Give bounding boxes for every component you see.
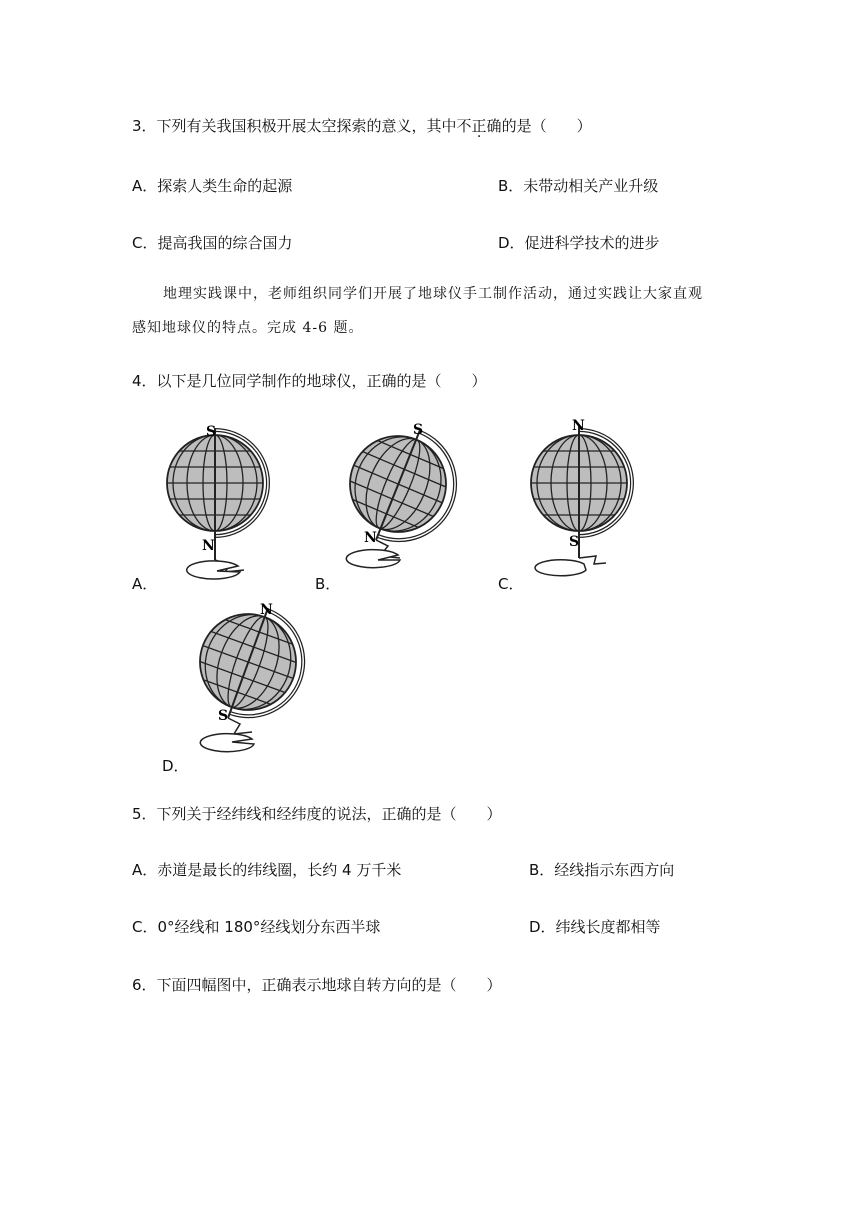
globe-c-illustration[interactable] (526, 418, 646, 583)
globe-c-top-pole: N (572, 418, 585, 434)
passage-line-2: 感知地球仪的特点。完成 4-6 题。 (132, 320, 364, 336)
globe-d-illustration[interactable] (192, 600, 322, 765)
globe-d-top-pole: N (260, 602, 273, 618)
q4-stem: 4．以下是几位同学制作的地球仪，正确的是（ ） (132, 372, 487, 390)
q3-stem-part2: 的是（ ） (501, 117, 592, 135)
globe-b-top-pole: S (413, 422, 424, 438)
q4-label-d[interactable]: D． (162, 757, 189, 775)
q4-label-c[interactable]: C． (498, 575, 524, 593)
globe-b-bottom-pole: N (364, 530, 377, 546)
globe-c-base (535, 560, 586, 576)
q3-option-d[interactable]: D．促进科学技术的进步 (498, 234, 660, 252)
q5-option-d[interactable]: D．纬线长度都相等 (529, 918, 661, 936)
globe-a-top-pole: S (206, 424, 217, 440)
q3-option-b[interactable]: B．未带动相关产业升级 (498, 177, 659, 195)
globe-c-bottom-pole: S (569, 534, 580, 550)
q5-option-c[interactable]: C．0°经线和 180°经线划分东西半球 (132, 918, 381, 936)
globe-d-bottom-pole: S (218, 708, 229, 724)
q3-option-c[interactable]: C．提高我国的综合国力 (132, 234, 293, 252)
q3-stem-part1: 3．下列有关我国积极开展太空探索的意义，其中 (132, 117, 457, 135)
q5-option-a[interactable]: A．赤道是最长的纬线圈，长约 4 万千米 (132, 861, 402, 879)
q4-label-b[interactable]: B． (315, 575, 341, 593)
q3-stem-emphasis: 不正确 (456, 117, 502, 135)
passage-line-1: 地理实践课中，老师组织同学们开展了地球仪手工制作活动，通过实践让大家直观 (163, 286, 703, 302)
q6-stem: 6．下面四幅图中，正确表示地球自转方向的是（ ） (132, 976, 502, 994)
q5-stem: 5．下列关于经纬线和经纬度的说法，正确的是（ ） (132, 805, 502, 823)
q3-stem (132, 116, 592, 136)
globe-b-base (346, 550, 400, 568)
globe-a-illustration[interactable] (160, 420, 280, 585)
globe-a-bottom-pole: N (202, 538, 215, 554)
q3-option-a[interactable]: A．探索人类生命的起源 (132, 177, 293, 195)
globe-b-illustration[interactable] (338, 418, 468, 586)
globe-d-base (200, 734, 254, 752)
q4-label-a[interactable]: A． (132, 575, 158, 593)
globe-a-base (187, 561, 240, 579)
q5-option-b[interactable]: B．经线指示东西方向 (529, 861, 675, 879)
